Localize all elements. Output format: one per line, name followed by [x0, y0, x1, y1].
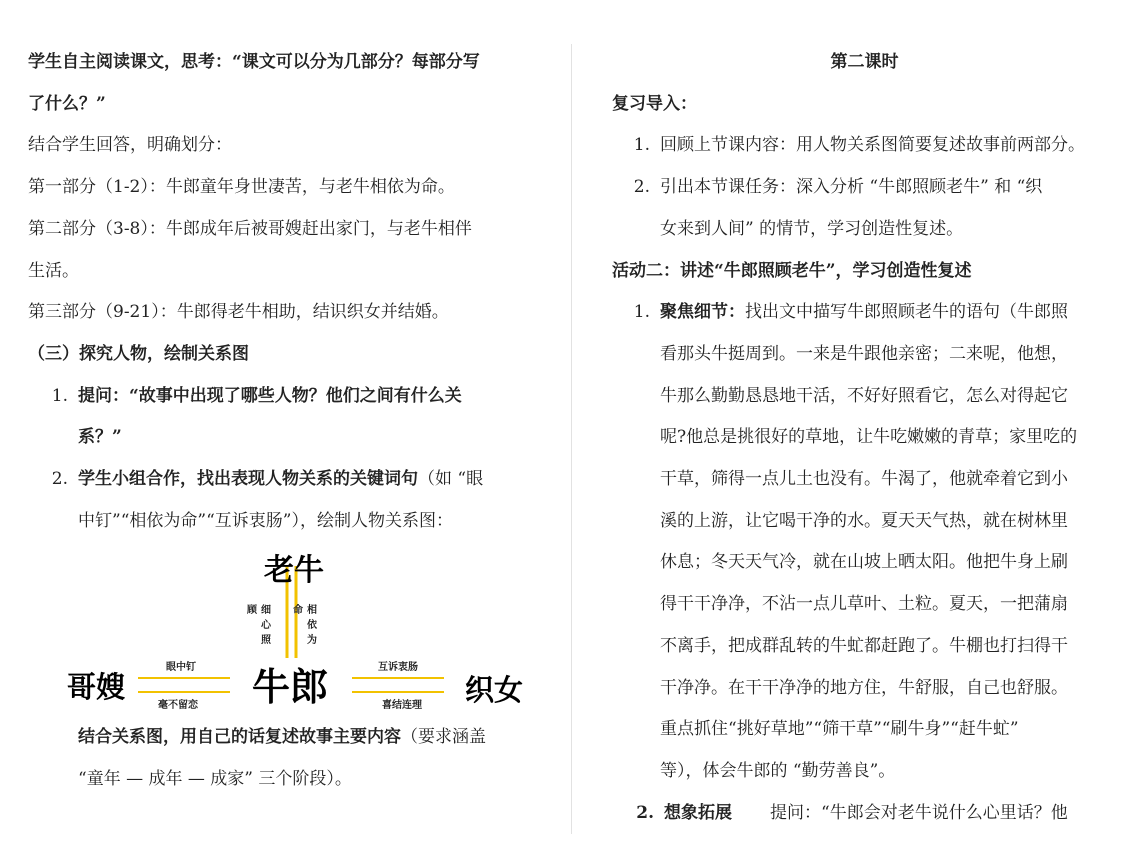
item1-text-cont: 系？” — [78, 427, 122, 448]
care-char: 相 — [307, 605, 317, 617]
quote-line: 牛那么勤勤恳恳地干活，不好好照看它，怎么对得起它 — [660, 385, 1068, 406]
list-item-2 — [28, 459, 540, 542]
intro-question: 学生自主阅读课文，思考：“课文可以分为几部分？每部分写 — [28, 52, 480, 72]
laoniu-label: 老牛 — [264, 553, 324, 589]
list-number: 2. — [51, 469, 68, 490]
list-number: 1. — [633, 135, 650, 156]
combine-text: 结合学生回答，明确划分： — [28, 135, 232, 156]
zhinv-bottom-label: 喜结连理 — [382, 700, 422, 712]
lesson-title: 第二课时 — [830, 52, 899, 72]
review-title: 复习导入： — [612, 93, 697, 114]
left-column — [28, 42, 540, 801]
summary-text-cont: “童年 — 成年 — 成家” 三个阶段）。 — [78, 769, 352, 790]
gesao-top-label: 眼中钉 — [166, 662, 196, 674]
focus-detail-text: 找出文中描写牛郎照顾老牛的语句（牛郎照 — [745, 302, 1068, 323]
quote-line: 干草，筛得一点儿土也没有。牛渴了，他就牵着它到小 — [660, 469, 1068, 490]
intro-question-cont: 了什么？” — [28, 93, 106, 114]
item2-bold: 学生小组合作，找出表现人物关系的关键词句 — [78, 469, 418, 490]
summary-rest: （要求涵盖 — [401, 727, 486, 748]
part-two: 第二部分（3-8）：牛郎成年后被哥嫂赶出家门，与老牛相伴 — [28, 218, 472, 239]
summary-text — [78, 717, 540, 759]
quote-line: 休息；冬天天气冷，就在山坡上晒太阳。他把牛身上刷 — [660, 552, 1068, 573]
quote-line: 呢?他总是挑很好的草地，让牛吃嫩嫩的青草；家里吃的 — [660, 427, 1078, 448]
quote-line: 溪的上游，让它喝干净的水。夏天天气热，就在树林里 — [660, 510, 1068, 531]
part-two-cont: 生活。 — [28, 260, 79, 281]
summary-bold: 结合关系图，用自己的话复述故事主要内容 — [78, 727, 401, 748]
focus-detail-label: 聚焦细节： — [660, 302, 745, 323]
care-char: 命 — [293, 605, 303, 617]
care-char: 心 — [261, 620, 271, 632]
gesao-bottom-label: 毫不留恋 — [158, 700, 198, 712]
review-item-1-text: 回顾上节课内容：用人物关系图简要复述故事前两部分。 — [660, 135, 1085, 156]
quote-line: 得干干净净，不沾一点儿草叶、土粒。夏天，一把蒲扇 — [660, 594, 1068, 615]
part-one: 第一部分（1-2）：牛郎童年身世凄苦，与老牛相依为命。 — [28, 177, 455, 198]
activity-item-1-text — [660, 292, 1117, 334]
activity-item-2 — [612, 793, 1117, 835]
review-item-1 — [612, 125, 1117, 167]
quote-line: 不离手，把成群乱转的牛虻都赶跑了。牛棚也打扫得干 — [660, 635, 1068, 656]
niulang-label: 牛郎 — [251, 665, 329, 710]
relationship-diagram — [28, 542, 540, 717]
relationship-diagram-svg — [28, 542, 540, 717]
care-char: 细 — [261, 605, 271, 617]
care-char: 顾 — [247, 605, 257, 617]
review-item-2-text: 引出本节课任务：深入分析 “牛郎照顾老牛” 和 “织 — [660, 177, 1043, 198]
item2-text-cont: 中钉”“相依为命”“互诉衷肠”），绘制人物关系图： — [78, 510, 453, 531]
review-item-2-text-cont: 女来到人间” 的情节，学习创造性复述。 — [660, 218, 964, 239]
zhinv-label: 织女 — [464, 673, 524, 708]
list-number: 1. — [51, 385, 68, 406]
column-divider — [571, 44, 572, 834]
gesao-label: 哥嫂 — [66, 670, 126, 705]
right-column — [612, 42, 1117, 834]
activity-two-title: 活动二：讲述“牛郎照顾老牛”，学习创造性复述 — [612, 260, 972, 281]
care-char: 依 — [307, 620, 317, 632]
care-char: 为 — [307, 635, 317, 647]
list-number: 2. — [636, 802, 654, 823]
quote-line: 看那头牛挺周到。一来是牛跟他亲密；二来呢，他想， — [660, 343, 1068, 364]
care-char: 照 — [261, 635, 271, 647]
quote-line: 干净净。在干干净净的地方住，牛舒服，自己也舒服。 — [660, 677, 1068, 698]
activity-item-2-text — [664, 793, 1117, 835]
list-number: 1. — [633, 302, 650, 323]
part-three: 第三部分（9-21）：牛郎得老牛相助，结识织女并结婚。 — [28, 302, 449, 323]
item2-text — [78, 459, 540, 501]
quote-line: 重点抓住“挑好草地”“筛干草”“刷牛身”“赶牛虻” — [660, 719, 1019, 740]
review-item-2 — [612, 167, 1117, 250]
zhinv-top-label: 互诉衷肠 — [378, 662, 418, 674]
activity-item-1 — [612, 292, 1117, 792]
imagine-label: 想象拓展 — [664, 802, 732, 823]
quote-line: 等），体会牛郎的 “勤劳善良”。 — [660, 760, 896, 781]
list-item-1 — [28, 376, 540, 459]
imagine-text: 提问：“牛郎会对老牛说什么心里话？他 — [770, 802, 1068, 823]
list-number: 2. — [633, 177, 650, 198]
section-three-title: （三）探究人物，绘制关系图 — [28, 343, 249, 364]
item2-rest: （如 “眼 — [418, 469, 484, 490]
item1-text: 提问：“故事中出现了哪些人物？他们之间有什么关 — [78, 385, 462, 406]
